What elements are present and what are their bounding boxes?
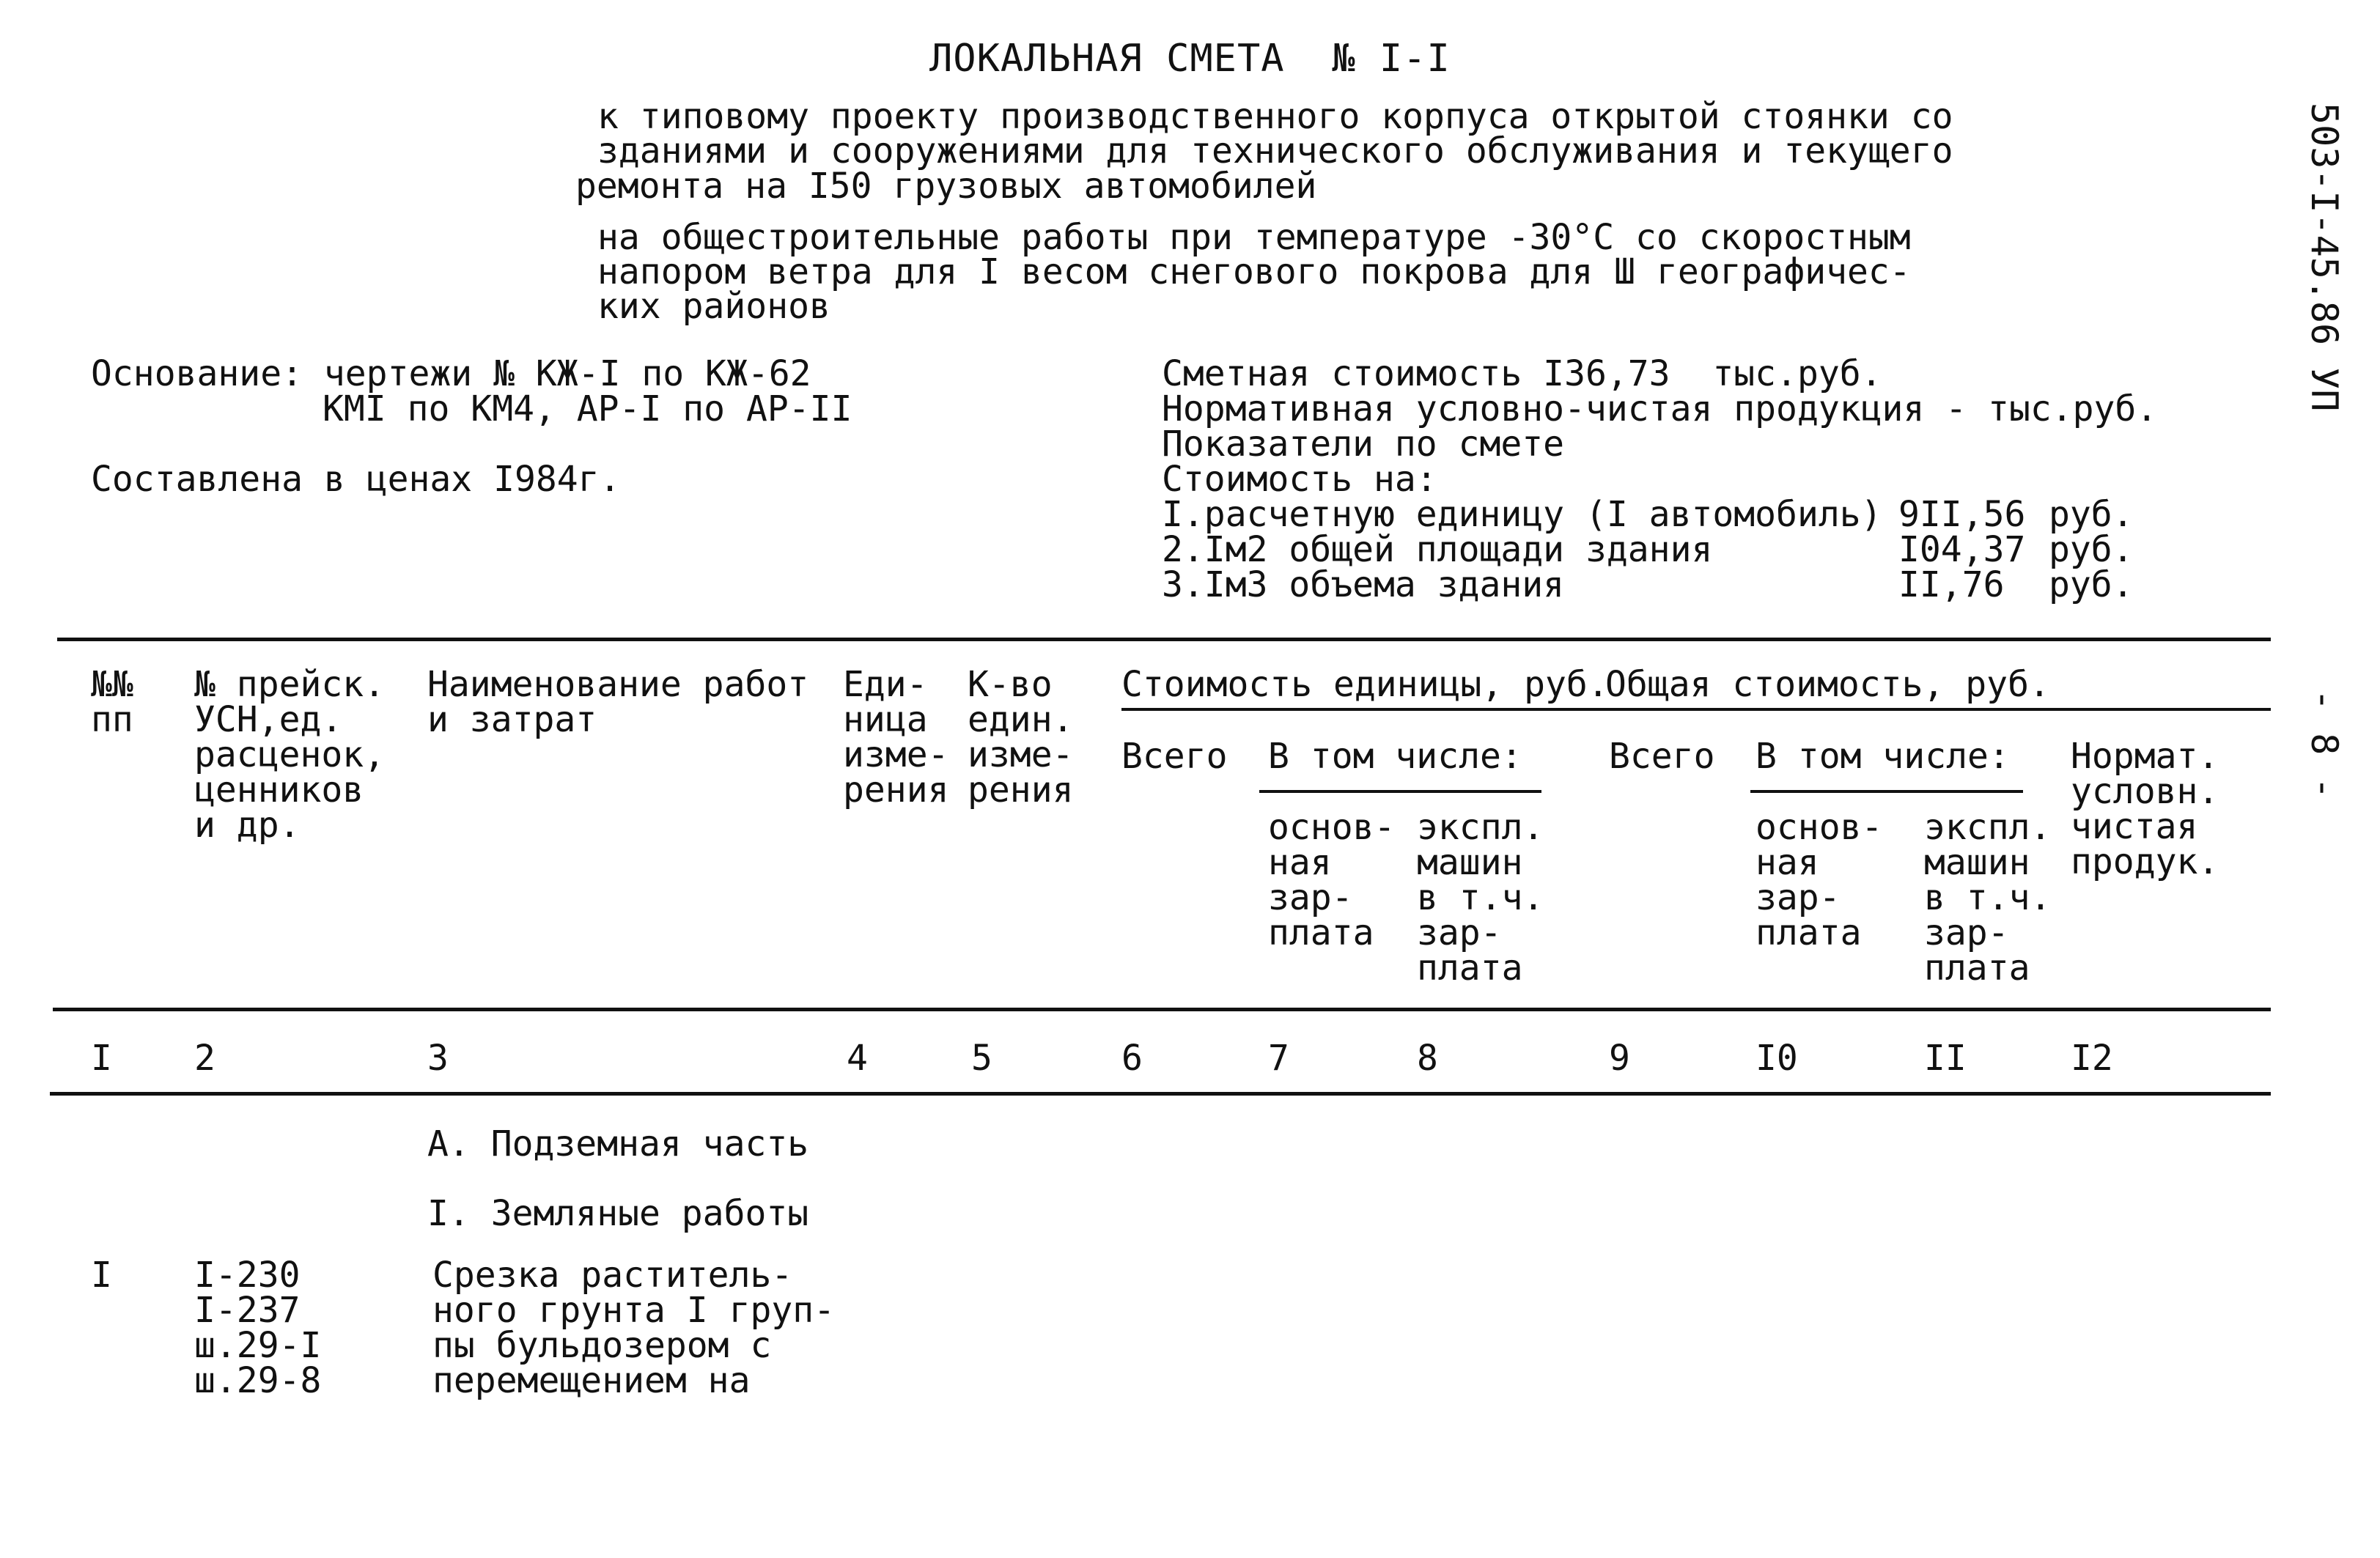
indicators-heading: Показатели по смете xyxy=(1162,424,1565,465)
table-top-rule xyxy=(57,638,2271,641)
subtitle2-line: ких районов xyxy=(597,286,830,327)
row-price-codes: I-230 I-237 ш.29-I ш.29-8 xyxy=(194,1255,322,1401)
subtitle2-line: напором ветра для I весом снегового покрова для Ш географичес- xyxy=(597,251,1911,292)
header-col-num: №№ пп xyxy=(91,664,133,740)
header-col-price-code: № прейск. УСН,ед. расценок, ценников и др. xyxy=(194,664,386,846)
incl-rule-2 xyxy=(1750,790,2023,793)
column-number: 7 xyxy=(1268,1038,1289,1079)
header-col-unit: Еди- ница изме- рения xyxy=(843,664,949,811)
column-number: I xyxy=(91,1038,112,1079)
column-number: II xyxy=(1924,1038,1967,1079)
column-number: 6 xyxy=(1121,1038,1143,1079)
column-number: I0 xyxy=(1755,1038,1798,1079)
header-bottom-rule xyxy=(53,1008,2271,1011)
indicator-unit: руб. xyxy=(2049,564,2134,605)
header-col-qty: К-во един. изме- рения xyxy=(968,664,1074,811)
indicator-label: 3.Iм3 объема здания xyxy=(1162,564,1565,605)
cost-header-rule xyxy=(1121,708,2271,711)
page-number: - 8 - xyxy=(2303,689,2346,800)
column-number: I2 xyxy=(2071,1038,2113,1079)
document-code: 503-I-45.86 УП xyxy=(2303,103,2346,412)
subtitle-line: зданиями и сооружениями для технического обслуживания и текущего xyxy=(597,130,1953,171)
header-total-cost: Общая стоимость, руб. xyxy=(1605,664,2050,705)
indicator-label: 2.Iм2 общей площади здания xyxy=(1162,529,1713,570)
estimated-cost: Сметная стоимость I36,73 тыс.руб. xyxy=(1162,353,1882,394)
header-basic-salary-2: основ- ная зар- плата xyxy=(1755,807,1883,953)
subsection-heading: I. Земляные работы xyxy=(427,1193,809,1234)
document-title: ЛОКАЛЬНАЯ СМЕТА № I-I xyxy=(929,37,1451,81)
column-number: 4 xyxy=(847,1038,868,1079)
header-machines-2: экспл. машин в т.ч. зар- плата xyxy=(1924,807,2052,989)
header-basic-salary-1: основ- ная зар- плата xyxy=(1268,807,1396,953)
normative-product: Нормативная условно-чистая продукция - тыс.руб. xyxy=(1162,388,2158,429)
header-machines-1: экспл. машин в т.ч. зар- плата xyxy=(1417,807,1544,989)
column-number: 8 xyxy=(1417,1038,1438,1079)
subtitle-line: ремонта на I50 грузовых автомобилей xyxy=(575,166,1317,207)
indicator-unit: руб. xyxy=(2049,494,2134,535)
subtitle-line: к типовому проекту производственного корпуса открытой стоянки со xyxy=(597,96,1953,137)
header-normative: Нормат. условн. чистая продук. xyxy=(2071,736,2219,882)
header-total-2: Всего xyxy=(1609,736,1715,777)
header-col-name: Наименование работ и затрат xyxy=(427,664,809,740)
subtitle2-line: на общестроительные работы при температуре -30°C со скоростным xyxy=(597,217,1911,258)
header-incl-2: В том числе: xyxy=(1755,736,2010,777)
column-number: 3 xyxy=(427,1038,449,1079)
header-unit-cost: Стоимость единицы, руб. xyxy=(1121,664,1609,705)
section-heading: А. Подземная часть xyxy=(427,1123,809,1164)
indicator-value: II,76 xyxy=(1898,564,2005,605)
column-numbers-rule xyxy=(50,1092,2271,1096)
indicator-value: I04,37 xyxy=(1898,529,2026,570)
basis-line: Основание: чертежи № КЖ-I по КЖ-62 xyxy=(91,353,811,394)
prices-year: Составлена в ценах I984г. xyxy=(91,459,621,500)
indicator-label: I.расчетную единицу (I автомобиль) xyxy=(1162,494,1882,535)
basis-line: КМI по КМ4, АР-I по АР-II xyxy=(323,388,852,429)
column-number: 2 xyxy=(194,1038,215,1079)
indicator-value: 9II,56 xyxy=(1898,494,2026,535)
header-total-1: Всего xyxy=(1121,736,1228,777)
column-number: 9 xyxy=(1609,1038,1630,1079)
header-incl-1: В том числе: xyxy=(1268,736,1522,777)
row-work-name: Срезка раститель- ного грунта I груп- пы бульдозером с перемещением на xyxy=(432,1255,836,1401)
cost-on-heading: Стоимость на: xyxy=(1162,459,1437,500)
incl-rule-1 xyxy=(1259,790,1541,793)
indicator-unit: руб. xyxy=(2049,529,2134,570)
column-number: 5 xyxy=(971,1038,992,1079)
row-number: I xyxy=(91,1255,112,1296)
